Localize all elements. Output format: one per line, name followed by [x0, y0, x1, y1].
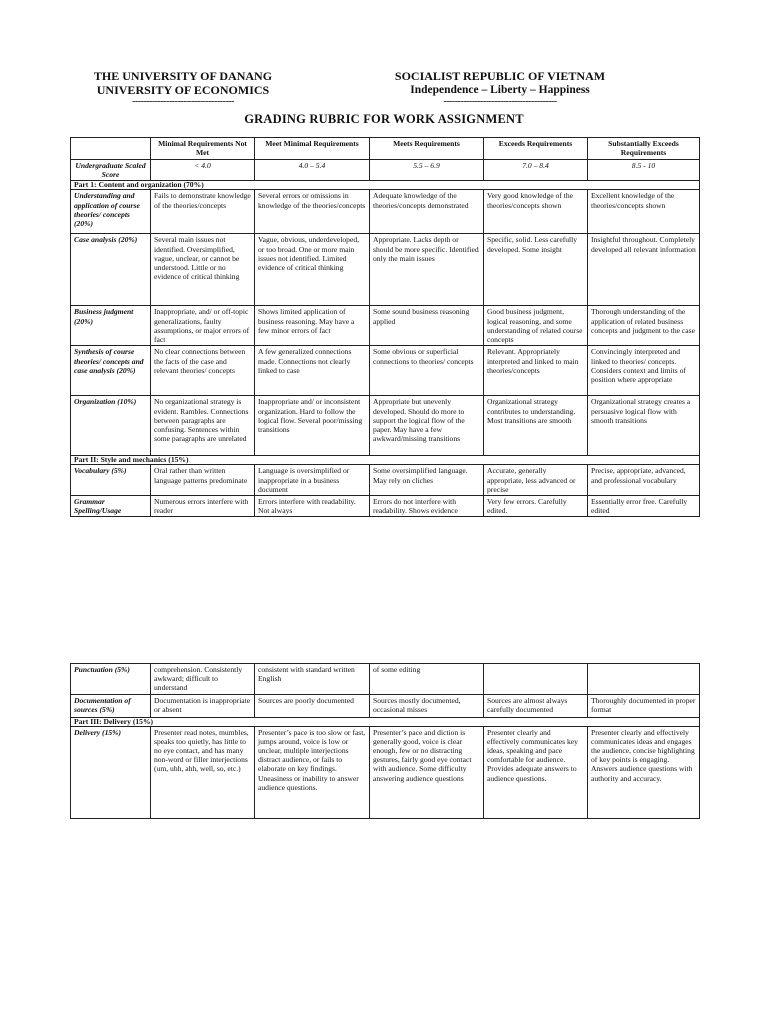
header-right-divider: ---------------------------------------- — [443, 97, 557, 107]
rubric-cell: Precise, appropriate, advanced, and professional vocabulary — [588, 465, 700, 496]
header-meet-minimal: Meet Minimal Requirements — [255, 138, 370, 160]
rubric-cell: Essentially error free. Carefully edited — [588, 496, 700, 517]
criterion-label: Vocabulary (5%) — [71, 465, 151, 496]
rubric-cell: Errors interfere with readability. Not always — [255, 496, 370, 517]
header-left — [62, 69, 304, 107]
rubric-cell: Some sound business reasoning applied — [370, 306, 484, 346]
rubric-cell: Sources mostly documented, occasional misses — [370, 694, 484, 717]
rubric-cell: Several errors or omissions in knowledge of the theories/concepts — [255, 190, 370, 234]
rubric-cell: Presenter’s pace and diction is generally good, voice is clear enough, few or no distracting gestures, fairly good eye contact with audience. Some difficulty answering audience questions — [370, 726, 484, 818]
national-motto: Independence – Liberty – Happiness — [410, 84, 590, 96]
section-part-1: Part 1: Content and organization (70%) — [71, 181, 700, 190]
rubric-cell: Language is oversimplified or inappropriate in a business document — [255, 465, 370, 496]
criterion-label: Delivery (15%) — [71, 726, 151, 818]
criterion-label: Grammar Spelling/Usage — [71, 496, 151, 517]
table-row — [71, 694, 700, 717]
table-row — [71, 306, 700, 346]
section-row — [71, 456, 700, 465]
score-cell: 8.5 - 10 — [588, 160, 700, 181]
rubric-cell: Accurate, generally appropriate, less advanced or precise — [484, 465, 588, 496]
rubric-cell: Thoroughly documented in proper format — [588, 694, 700, 717]
rubric-cell: Appropriate but unevenly developed. Should do more to support the logical flow of the paper. May have a few awkward/missing transitions — [370, 396, 484, 456]
rubric-cell: Inappropriate and/ or inconsistent organization. Hard to follow the logical flow. Several poor/missing transitions — [255, 396, 370, 456]
rubric-cell: Thorough understanding of the application of related business concepts and judgment to the case — [588, 306, 700, 346]
rubric-cell: Good business judgment, logical reasoning, and some understanding of related course concepts — [484, 306, 588, 346]
table-row — [71, 664, 700, 695]
rubric-cell: Sources are almost always carefully documented — [484, 694, 588, 717]
rubric-cell: Organizational strategy contributes to understanding. Most transitions are smooth — [484, 396, 588, 456]
header-right — [380, 69, 620, 107]
score-cell: 5.5 – 6.9 — [370, 160, 484, 181]
document-title: GRADING RUBRIC FOR WORK ASSIGNMENT — [244, 112, 524, 126]
rubric-cell: Errors do not interfere with readability. Shows evidence — [370, 496, 484, 517]
table-row — [71, 346, 700, 396]
table-row — [71, 190, 700, 234]
criterion-label: Understanding and application of course theories/ concepts (20%) — [71, 190, 151, 234]
header-substantially-exceeds: Substantially Exceeds Requirements — [588, 138, 700, 160]
country-name: SOCIALIST REPUBLIC OF VIETNAM — [394, 69, 606, 83]
score-label: Undergraduate Scaled Score — [71, 160, 151, 181]
header-criteria — [71, 138, 151, 160]
rubric-cell: Adequate knowledge of the theories/concepts demonstrated — [370, 190, 484, 234]
rubric-cell: No clear connections between the facts of the case and relevant theories/ concepts — [151, 346, 255, 396]
table-row — [71, 726, 700, 818]
rubric-cell: A few generalized connections made. Connections not clearly linked to case — [255, 346, 370, 396]
rubric-cell: of some editing — [370, 664, 484, 695]
rubric-cell: Presenter clearly and effectively communicates ideas and engages the audience, concise highlighting of key points is engaging. Answers audience questions with authority and accuracy. — [588, 726, 700, 818]
header-exceeds: Exceeds Requirements — [484, 138, 588, 160]
rubric-cell: Presenter clearly and effectively communicates key ideas, speaking and pace comfortable for audience. Provides adequate answers to audience questions. — [484, 726, 588, 818]
section-row — [71, 717, 700, 726]
score-cell: 4.0 – 5.4 — [255, 160, 370, 181]
rubric-cell: Inappropriate, and/ or off-topic generalizations, faulty assumptions, or major errors of fact — [151, 306, 255, 346]
rubric-cell: Presenter read notes, mumbles, speaks too quietly, has little to no eye contact, and has many non-word or filler interjections (um, uhh, ahh, well, so, etc.) — [151, 726, 255, 818]
criterion-label: Documentation of sources (5%) — [71, 694, 151, 717]
rubric-cell: Presenter’s pace is too slow or fast, jumps around, voice is low or unclear, multiple interjections distract audience, or fails to elaborate on key findings. Uneasiness or inability to answer audience questions. — [255, 726, 370, 818]
criterion-label: Case analysis (20%) — [71, 234, 151, 306]
rubric-cell: Shows limited application of business reasoning. May have a few minor errors of fact — [255, 306, 370, 346]
table-row — [71, 496, 700, 517]
table-row — [71, 396, 700, 456]
header-minimal-not-met: Minimal Requirements Not Met — [151, 138, 255, 160]
section-part-3: Part III: Delivery (15%) — [71, 717, 700, 726]
criterion-label: Organization (10%) — [71, 396, 151, 456]
table-row — [71, 234, 700, 306]
rubric-table-part-a — [70, 137, 700, 517]
column-header-row — [71, 138, 700, 160]
criterion-label: Synthesis of course theories/ concepts and case analysis (20%) — [71, 346, 151, 396]
rubric-cell: Oral rather than written language patterns predominate — [151, 465, 255, 496]
rubric-cell: Appropriate. Lacks depth or should be more specific. Identified only the main issues — [370, 234, 484, 306]
rubric-cell: consistent with standard written English — [255, 664, 370, 695]
rubric-cell: Some oversimplified language. May rely on cliches — [370, 465, 484, 496]
rubric-cell — [588, 664, 700, 695]
rubric-cell: Organizational strategy creates a persuasive logical flow with smooth transitions — [588, 396, 700, 456]
header-meets: Meets Requirements — [370, 138, 484, 160]
rubric-cell: Specific, solid. Less carefully developed. Some insight — [484, 234, 588, 306]
section-row — [71, 181, 700, 190]
rubric-cell: Numerous errors interfere with reader — [151, 496, 255, 517]
criterion-label: Business judgment (20%) — [71, 306, 151, 346]
rubric-cell: Very few errors. Carefully edited. — [484, 496, 588, 517]
rubric-cell: Very good knowledge of the theories/concepts shown — [484, 190, 588, 234]
rubric-cell: No organizational strategy is evident. Rambles. Connections between paragraphs are confusing. Sentences within some paragraphs are unrelated — [151, 396, 255, 456]
rubric-table-part-b — [70, 663, 700, 819]
rubric-cell: Vague, obvious, underdeveloped, or too broad. One or more main issues not identified. Limited evidence of critical thinking — [255, 234, 370, 306]
criterion-label: Punctuation (5%) — [71, 664, 151, 695]
rubric-cell: Fails to demonstrate knowledge of the theories/concepts — [151, 190, 255, 234]
rubric-cell: Some obvious or superficial connections to theories/ concepts — [370, 346, 484, 396]
rubric-cell: Convincingly interpreted and linked to theories/ concepts. Considers context and limits of position where appropriate — [588, 346, 700, 396]
rubric-cell: Sources are poorly documented — [255, 694, 370, 717]
section-part-2: Part II: Style and mechanics (15%) — [71, 456, 700, 465]
header-left-divider: ------------------------------------ — [132, 97, 234, 107]
rubric-cell: comprehension. Consistently awkward; difficult to understand — [151, 664, 255, 695]
rubric-cell: Documentation is inappropriate or absent — [151, 694, 255, 717]
score-cell: 7.0 – 8.4 — [484, 160, 588, 181]
faculty-name: UNIVERSITY OF ECONOMICS — [96, 83, 270, 97]
rubric-cell: Excellent knowledge of the theories/concepts shown — [588, 190, 700, 234]
rubric-cell: Relevant. Appropriately interpreted and linked to main theories/concepts — [484, 346, 588, 396]
table-row — [71, 465, 700, 496]
rubric-cell: Insightful throughout. Completely developed all relevant information — [588, 234, 700, 306]
university-name: THE UNIVERSITY OF DANANG — [93, 69, 273, 83]
rubric-cell — [484, 664, 588, 695]
score-row — [71, 160, 700, 181]
rubric-cell: Several main issues not identified. Oversimplified, vague, unclear, or cannot be understood. Little or no evidence of critical thinking — [151, 234, 255, 306]
score-cell: < 4.0 — [151, 160, 255, 181]
